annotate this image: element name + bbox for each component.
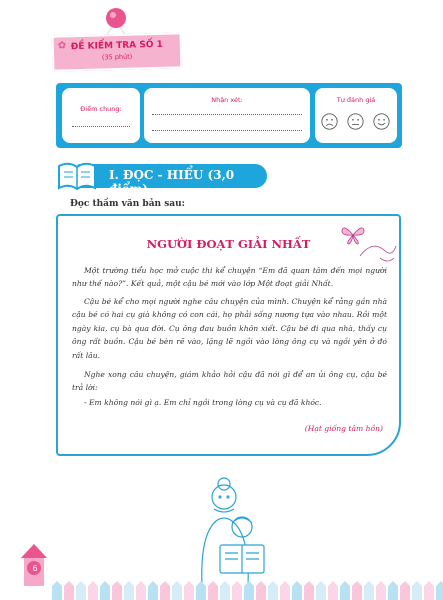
fence-picket: [172, 581, 182, 600]
self-eval-cell: [315, 88, 397, 143]
flower-icon: ✿: [57, 40, 67, 52]
fence-picket: [196, 581, 206, 600]
points-label: Điểm chung:: [80, 105, 122, 113]
points-line[interactable]: [72, 126, 130, 127]
happy-face-icon[interactable]: [373, 113, 390, 130]
fence-picket: [52, 581, 62, 600]
fence-picket: [232, 581, 242, 600]
comment-line-2[interactable]: [152, 130, 302, 131]
fence-picket: [64, 581, 74, 600]
fence-picket: [292, 581, 302, 600]
section-header: [55, 162, 270, 196]
fence-picket: [376, 581, 386, 600]
page-number: 6: [32, 564, 38, 573]
fence-picket: [328, 581, 338, 600]
story-paragraph: - Em không nói gì ạ. Em chỉ ngồi trong lòng cụ và cụ đã khóc.: [84, 398, 322, 407]
self-eval-label: Tự đánh giá: [336, 96, 376, 104]
comment-line-1[interactable]: [152, 114, 302, 115]
fence-picket: [100, 581, 110, 600]
fence-picket: [304, 581, 314, 600]
fence-picket: [400, 581, 410, 600]
story-paragraph: Một trường tiểu học mở cuộc thi kể chuyện “Em đã quan tâm đến mọi người như thế nào?”. Kết quả, một cậu bé mới vào lớp Một đoạt giải Nhất.: [72, 266, 387, 289]
neutral-face-icon[interactable]: [347, 113, 364, 130]
story-paragraph: Nghe xong câu chuyện, giám khảo hỏi cậu đã nói gì để an ủi ông cụ, cậu bé trả lời:: [72, 370, 387, 393]
bottom-border-decoration: [0, 578, 443, 600]
story-source: (Hạt giống tâm hồn): [304, 424, 383, 433]
fence-picket: [136, 581, 146, 600]
fence-picket: [112, 581, 122, 600]
fence-picket: [412, 581, 422, 600]
reading-panel: [56, 214, 401, 456]
sad-face-icon[interactable]: [321, 113, 338, 130]
fence-picket: [76, 581, 86, 600]
fence-picket: [388, 581, 398, 600]
fence-picket: [220, 581, 230, 600]
story-paragraph: Cậu bé kể cho mọi người nghe câu chuyện của mình. Chuyện kể rằng gần nhà cậu bé có hai cụ già không có con cái, họ phải sống nương tựa vào nhau. Rồi một ngày kia, cụ bà qua đời. Cụ ông đau buồn khôn xiết. Cậu bé đi qua nhà, thấy cụ ông rất buồn. Cậu bé bèn rẽ vào, lặng lẽ ngồi vào lòng ông cụ và ngồi yên ở đó rất lâu.: [72, 297, 387, 360]
fence-picket: [316, 581, 326, 600]
fence-picket: [424, 581, 434, 600]
test-duration: (35 phút): [101, 52, 133, 62]
fence-picket: [160, 581, 170, 600]
fence-picket: [280, 581, 290, 600]
fence-picket: [208, 581, 218, 600]
grandmother-child-illustration: [180, 475, 290, 585]
story-title: NGƯỜI ĐOẠT GIẢI NHẤT: [146, 237, 311, 251]
score-box: [56, 83, 402, 148]
test-title: ĐỀ KIỂM TRA SỐ 1: [70, 39, 164, 53]
fence-picket: [124, 581, 134, 600]
fence-picket: [148, 581, 158, 600]
comment-cell: [144, 88, 310, 143]
book-icon: [55, 158, 99, 192]
fence-picket: [184, 581, 194, 600]
fence-picket: [244, 581, 254, 600]
section-title: I. ĐỌC - HIỂU (3,0 điểm): [109, 168, 235, 196]
fence-picket: [352, 581, 362, 600]
fence-picket: [256, 581, 266, 600]
comment-label: Nhận xét:: [211, 96, 243, 104]
fence-picket: [436, 581, 443, 600]
instruction-text: Đọc thầm văn bản sau:: [70, 199, 185, 209]
fence-picket: [364, 581, 374, 600]
points-cell: [62, 88, 140, 143]
fence-picket: [88, 581, 98, 600]
fence-picket: [268, 581, 278, 600]
fence-picket: [340, 581, 350, 600]
test-title-sign: [52, 32, 183, 71]
